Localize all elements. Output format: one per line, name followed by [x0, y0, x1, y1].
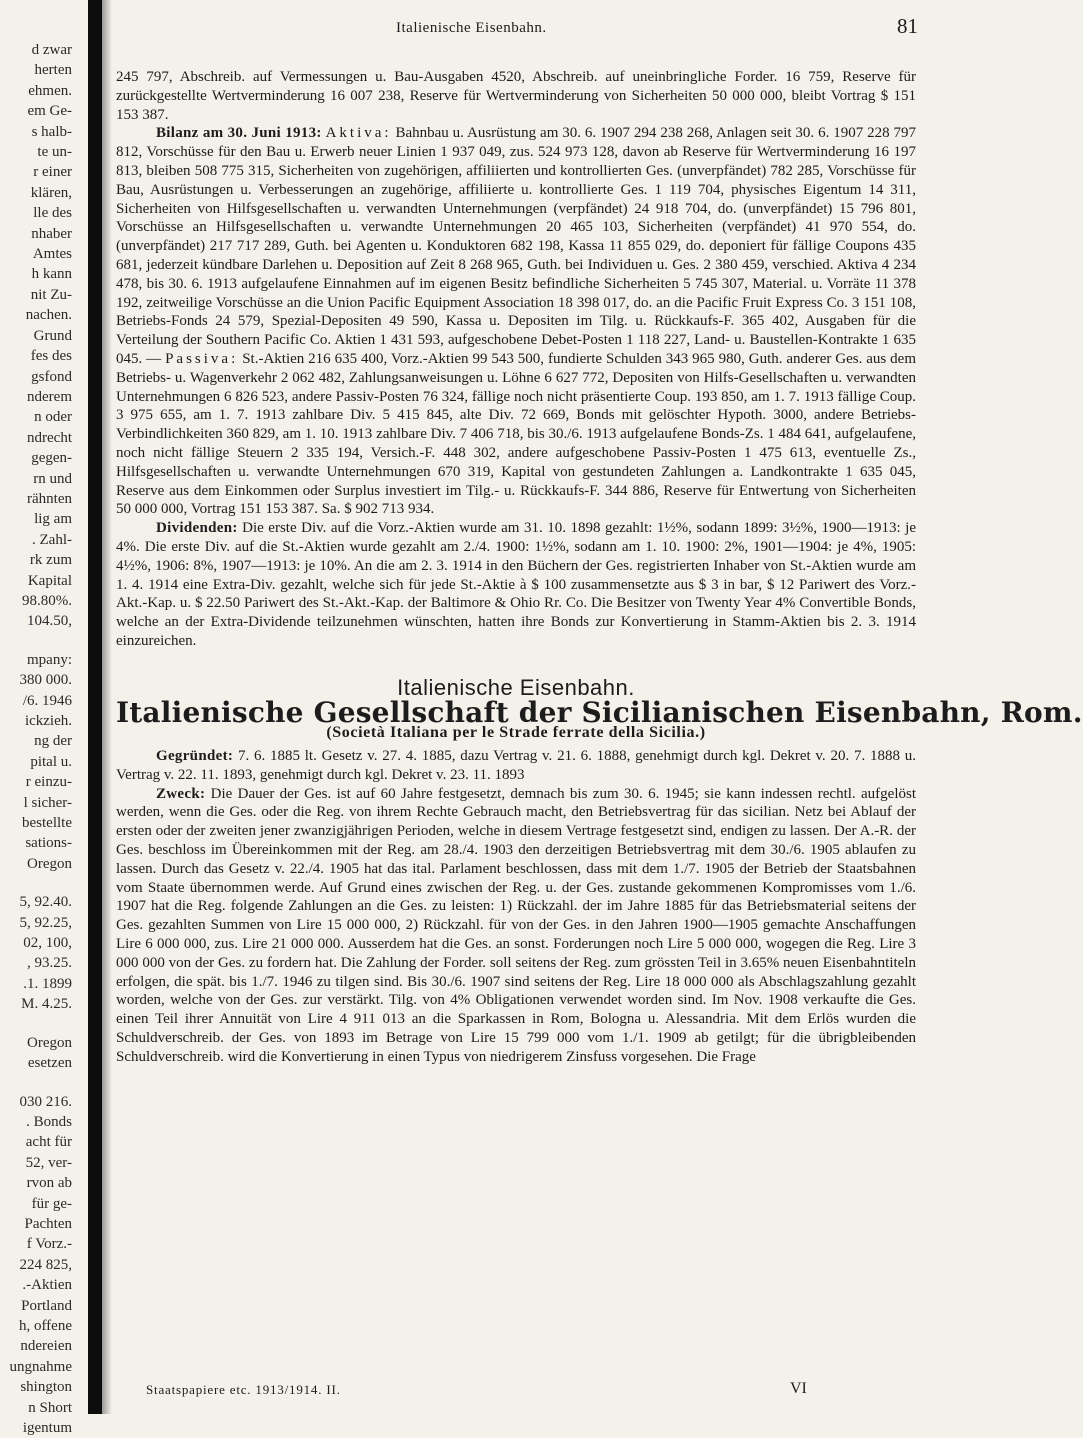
- running-head: Italienische Eisenbahn.: [396, 20, 547, 36]
- zweck-text: Die Dauer der Ges. ist auf 60 Jahre festgesetzt, demnach bis zum 30. 6. 1945; sie kann indessen rechtl. aufgelöst werden, wenn die Ges. oder die Reg. von ihrem Rechte Gebrauch macht, den Betriebsvertrag für das sicilian. Netz bei Ablauf der ersten oder der zweiten jener zwanzigjährigen Perioden, welche in diesem Vertrage festgesetzt sind, endigen zu lassen. Der A.-R. der Ges. beschloss im Übereinkommen mit der Reg. am 28./4. 1903 den derzeitigen Betriebsvertrag mit dem 30./6. 1905 ablaufen zu lassen. Durch das Gesetz v. 22./4. 1905 hat das ital. Parlament beschlossen, dass mit dem 1./7. 1905 der Betrieb der Staatsbahnen vom Staate übernommen werde. Auf Grund eines zwischen der Reg. u. der Ges. zustande gekommenen Kompromisses vom 1./6. 1907 hat die Reg. folgende Zahlungen an die Ges. zu leisten: 1) Rückzahl. der im Jahre 1885 für das Betriebsmaterial seitens der Ges. gezahlten Summen von Lire 15 000 000, 2) Rückzahl. für von der Ges. in den Jahren 1900—1905 gemachte Anschaffungen Lire 6 000 000, zus. Lire 21 000 000. Ausserdem hat die Ges. an sonst. Forderungen noch Lire 5 000 000, wogegen die Reg. Lire 3 000 000 von der Ges. zu fordern hat. Die Zahlung der Forder. soll seitens der Reg. zum grössten Teil in 3.65% neuen Eisenbahntiteln erfolgen, die spät. bis 1./7. 1946 zu tilgen sind. Bis 30./6. 1907 sind seitens der Reg. Lire 18 000 000 als Abschlagszahlung gezahlt worden, welche von der Ges. zur verstärkt. Tilg. von 4% Obligationen verwendet worden sind. Im Nov. 1908 verkaufte die Ges. einen Teil ihrer Annuität von Lire 4 911 013 an die Sparkassen in Rom, Bologna u. Alessandria. Mit dem Erlös wurden die Schuldverschreib. der Ges. von 1893 im Betrage von Lire 15 799 000 vom 1./1. 1909 ab getilgt; für die übrigbleibenden Schuldverschreib. wird die Konvertierung in einen Typus von niedrigerem Zinsfuss vorgesehen. Die Frage: [116, 785, 916, 1065]
- zweck-label: Zweck:: [156, 785, 206, 802]
- company-title: Italienische Gesellschaft der Sicilianischen Eisenbahn, Rom.: [116, 695, 1083, 729]
- bilanz-text-passiva: St.-Aktien 216 635 400, Vorz.-Aktien 99 543 500, fundierte Schulden 343 965 980, Guth. anderer Ges. aus dem Betriebs- u. Wagenverkehr 2 062 482, Zahlungsanweisungen u. Löhne 6 627 772, Depositen von Hilfs-Gesellschaften u. verwandten Unternehmungen 6 826 523, andere Passiv-Posten 76 324, fällige noch nicht präsentierte Coup. 193 850, am 1. 7. 1913 fällige Coup. 3 975 655, am 1. 7. 1913 zahlbare Div. 5 415 845, alte Div. 72 669, Bonds mit gelöschter Hypoth. 3000, andere Betriebs-Verbindlichkeiten 360 829, am 1. 10. 1913 zahlbare Div. 7 406 718, bis 30./6. 1913 aufgelaufene Bonds-Zs. 1 484 641, aufgelaufene, noch nicht fällige Steuern 2 335 194, Versich.-F. 448 302, andere aufgeschobene Passiv-Posten 1 475 613, eventuelle Zs., Hilfsgesellschaften u. verwandte Unternehmungen 670 319, Kapital von gestundeten Zahlungen a. Landkontrakte 1 635 045, Reserve aus dem Einkommen oder Surplus investiert im Tilg.- u. Rückkaufs-F. 344 886, Reserve für Entwertung von Sicherheiten 50 000 000, Vortrag 151 153 387. Sa. $ 902 713 934.: [116, 350, 917, 518]
- strip-line: gsfond: [31, 368, 72, 385]
- gegruendet-paragraph: [116, 747, 916, 785]
- strip-line: herten: [34, 62, 72, 79]
- strip-line: [0, 632, 72, 650]
- strip-line: acht für: [25, 1134, 72, 1151]
- footer-signature: Staatspapiere etc. 1913/1914. II.: [146, 1382, 341, 1397]
- strip-line: mpany:: [27, 651, 72, 668]
- strip-line: ungnahme: [9, 1358, 72, 1375]
- strip-line: pital u.: [30, 753, 72, 770]
- strip-line: f Vorz.-: [26, 1236, 72, 1253]
- strip-line: 5, 92.40.: [19, 894, 72, 911]
- gegruendet-text: 7. 6. 1885 lt. Gesetz v. 27. 4. 1885, dazu Vertrag v. 21. 6. 1888, genehmigt durch kgl. Dekret v. 20. 7. 1888 u. Vertrag v. 22. 11. 1893, genehmigt durch kgl. Dekret v. 23. 11. 1893: [116, 748, 917, 783]
- strip-line: [0, 874, 72, 892]
- zweck-paragraph: [116, 785, 916, 1067]
- strip-line: n Short: [28, 1399, 72, 1416]
- strip-line: Pachten: [24, 1215, 72, 1232]
- page-number: 81: [897, 14, 918, 38]
- strip-line: esetzen: [27, 1055, 72, 1072]
- strip-line: nderem: [27, 388, 72, 405]
- bilanz-label: Bilanz am 30. Juni 1913:: [156, 125, 322, 142]
- footer-sheet-mark: VI: [790, 1380, 807, 1397]
- strip-line: Amtes: [32, 246, 72, 263]
- strip-line: ng der: [34, 733, 72, 750]
- aktiva-label: Aktiva:: [325, 125, 392, 142]
- strip-line: sations-: [25, 835, 72, 852]
- strip-line: ickzieh.: [24, 713, 72, 729]
- strip-line: em Ge-: [27, 103, 72, 120]
- strip-line: r einzu-: [25, 774, 72, 791]
- strip-line: ndrecht: [27, 429, 72, 446]
- section-heading: Italienische Eisenbahn.: [397, 674, 635, 700]
- strip-line: nit Zu-: [30, 286, 72, 303]
- strip-line: für ge-: [31, 1195, 72, 1212]
- strip-line: s halb-: [31, 123, 72, 140]
- book-gutter: [88, 0, 102, 1414]
- strip-line: r einer: [33, 164, 72, 181]
- strip-line: 5, 92.25,: [19, 914, 72, 931]
- main-text: [116, 68, 1083, 1067]
- strip-line: te un-: [37, 144, 72, 161]
- strip-line: 104.50,: [27, 613, 72, 630]
- strip-line: fes des: [30, 348, 72, 365]
- strip-line: . Zahl-: [32, 531, 72, 548]
- strip-line: rähnten: [27, 490, 72, 507]
- strip-line: . Bonds: [26, 1113, 72, 1130]
- strip-line: rk zum: [29, 552, 72, 569]
- strip-line: [0, 1074, 72, 1092]
- strip-line: d zwar: [31, 42, 72, 58]
- strip-line: igentum: [22, 1420, 72, 1436]
- strip-line: nachen.: [25, 307, 72, 324]
- strip-line: bestellte: [22, 815, 72, 832]
- strip-line: 52, ver-: [25, 1154, 72, 1171]
- dividenden-text: Die erste Div. auf die Vorz.-Aktien wurde am 31. 10. 1898 gezahlt: 1½%, sodann 1899: 3½%, 1900—1913: je 4%. Die erste Div. auf die St.-Aktien wurde gezahlt am 2./4. 1900: 1½%, sodann am 1. 10. 1900: 2%, 1901—1904: je 4%, 1905: 4½%, 1906: 8%, 1907—1913: je 10%. An die am 2. 3. 1914 in den Büchern der Ges. registrierten Inhaber von St.-Aktien wurde am 1. 4. 1914 eine Extra-Div. gezahlt, welche sich für jede St.-Aktie à $ 100 zusammensetzte aus $ 3 in bar, $ 12 Pariwert des Vorz.-Akt.-Kap. u. $ 22.50 Pariwert des St.-Akt.-Kap. der Baltimore & Ohio Rr. Co. Die Besitzer von Twenty Year 4% Convertible Bonds, welche an der Extra-Dividende teilzunehmen wünschten, hatten ihre Bonds zur Konvertierung in Stamm-Aktien bis 2. 3. 1914 einzureichen.: [116, 520, 917, 649]
- bilanz-text-aktiva: Bahnbau u. Ausrüstung am 30. 6. 1907 294 238 268, Anlagen seit 30. 6. 1907 228 797 812, Vorschüsse für den Bau u. Erwerb neuer Linien 1 937 049, zus. 524 973 128, davon ab Reserve für Wertverminderung 16 197 813, bleiben 508 775 315, Sicherheiten von zugehörigen, affiliierten und kontrollierten Ges. (unverpfändet) 782 285, Vorschüsse für Bau, Ausrüstungen u. Verbesserungen an zugehörige, affiliierte u. kontrollierte Ges. 1 119 704, physisches Eigentum 14 311, Sicherheiten von Hilfsgesellschaften u. verwandten Unternehmungen (verpfändet) 24 918 704, do. (unverpfändet) 15 796 801, Vorschüsse an Hilfsgesellschaften u. verwandte Unternehmungen 20 465 103, Sicherheiten (verpfändet) 41 970 554, do. (unverpfändet) 217 717 289, Guth. bei Agenten u. Konduktoren 682 198, Kassa 11 855 029, do. deponiert für fällige Coupons 435 681, jederzeit kündbare Darlehen u. Deposition auf Zeit 8 268 965, Guth. bei Individuen u. Ges. 2 380 459, verschied. Aktiva 4 234 478, bis 30. 6. 1913 aufgelaufene Einnahmen auf im eigenen Besitz befindliche Sicherheiten 5 745 307, Material. u. Vorräte 11 378 192, zeitweilige Vorschüsse an die Union Pacific Equipment Association 18 398 017, do. an die Pacific Fruit Express Co. 3 151 108, Betriebs-Fonds 24 579, Spezial-Depositen 49 590, Kassa u. Depositen im Tilg. u. Rückkaufs-F. 365 402, Ausgaben für die Verteilung der Southern Pacific Co. Aktien 1 431 593, aufgeschobene Debet-Posten 1 118 227, Land- u. Baustellen-Kontrakte 1 635 045. —: [116, 125, 916, 367]
- strip-line: 030 216.: [19, 1093, 72, 1110]
- strip-line: shington: [20, 1379, 72, 1396]
- strip-line: .1. 1899: [23, 975, 72, 992]
- strip-line: M. 4.25.: [21, 996, 72, 1013]
- dividenden-paragraph: [116, 519, 916, 651]
- strip-line: 02, 100,: [23, 935, 72, 952]
- strip-line: h, offene: [18, 1317, 72, 1334]
- strip-line: rvon ab: [26, 1175, 72, 1192]
- dividenden-label: Dividenden:: [156, 520, 238, 537]
- adjacent-page-strip: [0, 40, 72, 1436]
- passiva-label: Passiva:: [165, 350, 239, 367]
- strip-line: nhaber: [31, 225, 72, 242]
- strip-line: 224 825,: [19, 1256, 72, 1273]
- strip-line: Grund: [33, 327, 72, 344]
- strip-line: ndereien: [20, 1338, 72, 1355]
- strip-line: Oregon: [27, 855, 72, 872]
- bilanz-paragraph: [116, 124, 916, 519]
- strip-line: 380 000.: [19, 672, 72, 689]
- paragraph-continuation: 245 797, Abschreib. auf Vermessungen u. Bau-Ausgaben 4520, Abschreib. auf uneinbringliche Forder. 16 759, Reserve für zurückgestellte Wertverminderung 16 007 238, Reserve für Wertverminderung von Sicherheiten 50 000 000, bleibt Vortrag $ 151 153 387.: [116, 69, 916, 123]
- strip-line: 98.80%.: [22, 592, 72, 609]
- strip-line: l sicher-: [23, 794, 72, 811]
- gegruendet-label: Gegründet:: [156, 748, 234, 765]
- gutter-shadow: [102, 0, 112, 1414]
- company-subtitle: (Società Italiana per le Strade ferrate della Sicilia.): [326, 724, 706, 742]
- strip-line: gegen-: [31, 450, 72, 467]
- strip-line: [0, 1015, 72, 1033]
- strip-line: .-Aktien: [22, 1277, 72, 1294]
- strip-line: /6. 1946: [22, 692, 72, 709]
- strip-line: lle des: [33, 205, 72, 222]
- strip-line: ehmen.: [28, 82, 72, 99]
- strip-line: Oregon: [27, 1034, 72, 1051]
- strip-line: lig am: [34, 511, 72, 528]
- strip-line: n oder: [34, 409, 72, 426]
- strip-line: Portland: [21, 1297, 72, 1314]
- strip-line: h kann: [31, 266, 72, 283]
- strip-line: , 93.25.: [27, 955, 72, 972]
- strip-line: klären,: [30, 184, 72, 201]
- strip-line: rn und: [33, 470, 72, 487]
- strip-line: Kapital: [27, 572, 72, 589]
